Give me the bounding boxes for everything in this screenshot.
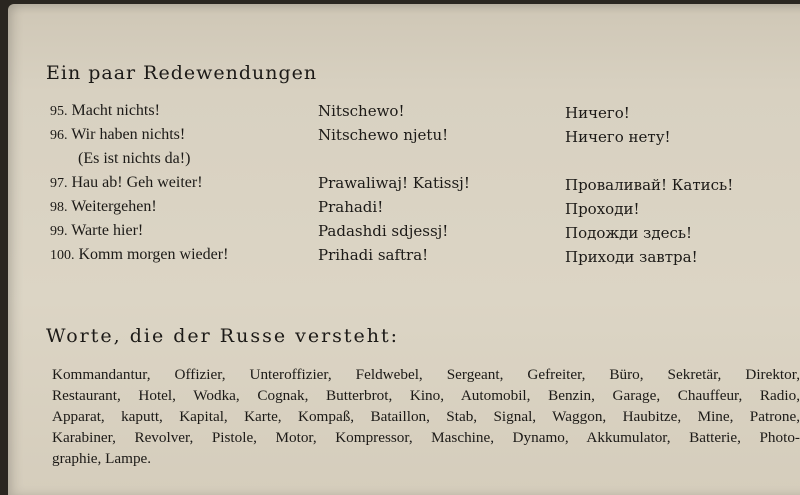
phrase-row	[8, 126, 800, 150]
german-text: Warte hier!	[71, 222, 144, 239]
transliteration: Nitschewo njetu!	[318, 126, 449, 144]
phrase-row	[8, 246, 800, 270]
phrase-list	[8, 102, 800, 270]
paragraph-line: Karabiner, Revolver, Pistole, Motor, Kompressor, Maschine, Dynamo, Akkumulator, Batterie, Photo-	[52, 429, 800, 446]
russian-phrase: Проходи!	[565, 200, 640, 218]
german-phrase	[50, 198, 157, 216]
phrase-row	[8, 174, 800, 198]
german-text: Weitergehen!	[71, 198, 157, 215]
transliteration: Prahadi!	[318, 198, 384, 216]
transliteration: Prawaliwaj! Katissj!	[318, 174, 470, 192]
transliteration: Prihadi saftra!	[318, 246, 429, 264]
phrase-number: 96.	[50, 128, 68, 143]
phrase-number: 99.	[50, 224, 68, 239]
german-phrase	[50, 126, 185, 144]
phrase-row	[8, 198, 800, 222]
german-phrase	[50, 222, 143, 240]
german-phrase	[50, 102, 160, 120]
russian-phrase: Ничего!	[565, 104, 630, 122]
phrase-row	[8, 102, 800, 126]
paragraph-line: Kommandantur, Offizier, Unteroffizier, Feldwebel, Sergeant, Gefreiter, Büro, Sekretär, Direktor,	[52, 366, 800, 383]
book-page	[8, 4, 800, 495]
german-phrase	[50, 174, 203, 192]
section-heading-phrases: Ein paar Redewendungen	[46, 62, 318, 84]
german-text: Komm morgen wieder!	[78, 246, 229, 263]
paragraph-line: Restaurant, Hotel, Wodka, Cognak, Butterbrot, Kino, Automobil, Benzin, Garage, Chauffeur, Radio,	[52, 387, 800, 404]
section-heading-words: Worte, die der Russe versteht:	[46, 325, 400, 347]
phrase-row-continuation	[8, 150, 800, 174]
russian-phrase: Подожди здесь!	[565, 224, 693, 242]
paragraph-line: graphie, Lampe.	[52, 450, 152, 467]
german-text: Wir haben nichts!	[71, 126, 186, 143]
russian-phrase: Ничего нету!	[565, 128, 671, 146]
transliteration: Nitschewo!	[318, 102, 405, 120]
german-text: Hau ab! Geh weiter!	[71, 174, 203, 191]
russian-phrase: Проваливай! Катись!	[565, 176, 734, 194]
phrase-number: 97.	[50, 176, 68, 191]
german-phrase	[50, 246, 228, 264]
russian-phrase: Приходи завтра!	[565, 248, 698, 266]
phrase-number: 98.	[50, 200, 68, 215]
paragraph-line: Apparat, kaputt, Kapital, Karte, Kompaß, Bataillon, Stab, Signal, Waggon, Haubitze, Mine, Patrone,	[52, 408, 800, 425]
transliteration: Padashdi sdjessj!	[318, 222, 449, 240]
german-phrase-alt: (Es ist nichts da!)	[78, 150, 191, 167]
phrase-number: 100.	[50, 248, 75, 263]
word-list-paragraph	[52, 364, 800, 469]
phrase-number: 95.	[50, 104, 68, 119]
german-text: Macht nichts!	[71, 102, 160, 119]
phrase-row	[8, 222, 800, 246]
